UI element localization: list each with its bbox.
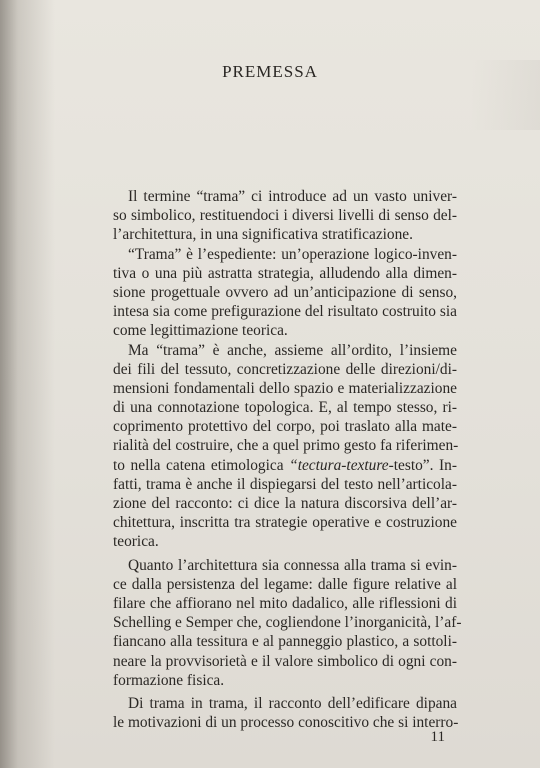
text-line: filare che affiorano nel mito dadalico, alle riflessioni di [113,594,457,612]
body-text [113,187,462,732]
text-line: dei fili del tessuto, concretizzazione delle direzioni/di- [113,360,457,378]
text-line: zione del racconto: ci dice la natura discorsiva dell’ar- [113,495,457,512]
italic-term: “tectura-texture [289,456,389,474]
text-line: come legittimazione teorica. [113,322,288,340]
text-line: coprimento protettivo del corpo, poi traslato alla mate- [113,418,457,436]
text-line: Di trama in trama, il racconto dell’edificare dipana [128,694,457,712]
text-line: sione progettuale ovvero ad un’anticipazione di senso, [113,283,457,301]
text-line: teorica. [113,533,159,551]
chapter-heading: PREMESSA [222,62,318,81]
text-line: intesa sia come prefigurazione del risultato costruito sia [113,303,457,321]
text-line: rialità del costruire, che a quel primo gesto fa riferimen- [113,437,459,455]
text-line: Schelling e Semper che, cogliendone l’inorganicità, l’af- [113,614,462,632]
text-line: “Trama” è l’espediente: un’operazione logico-inven- [128,245,457,263]
text-line: di una connotazione topologica. E, al tempo stesso, ri- [113,399,457,417]
text-segment: to nella catena etimologica [113,456,290,474]
text-line: Quanto l’architettura sia connessa alla trama si evin- [128,556,457,574]
text-line: Ma “trama” è anche, assieme all’ordito, l’insieme [128,341,457,359]
text-line: neare la provvisorietà e il valore simbolico di ogni con- [113,652,457,670]
page-number: 11 [430,729,445,745]
text-line: so simbolico, restituendoci i diversi livelli di senso del- [113,207,457,225]
text-line: l’architettura, in una significativa stratificazione. [113,226,413,244]
text-line: Il termine “trama” ci introduce ad un vasto univer- [128,188,457,205]
text-line: ce dalla persistenza del legame: dalle figure relative al [113,575,457,593]
text-segment: -testo”. In- [388,456,457,474]
text-line: formazione fisica. [113,671,225,689]
text-line: tiva o una più astratta strategia, alludendo alla dimen- [113,264,457,282]
text-line: chitettura, inscritta tra strategie operative e costruzione [113,514,457,532]
text-line: fiancano alla tessitura e al panneggio plastico, a sottoli- [113,633,457,651]
text-line: fatti, trama è anche il dispiegarsi del testo nell’articola- [113,475,457,493]
text-line [113,456,457,475]
text-line: mensioni fondamentali dello spazio e materializzazione [113,379,457,397]
text-line: le motivazioni di un processo conoscitivo che si interro- [113,714,459,732]
